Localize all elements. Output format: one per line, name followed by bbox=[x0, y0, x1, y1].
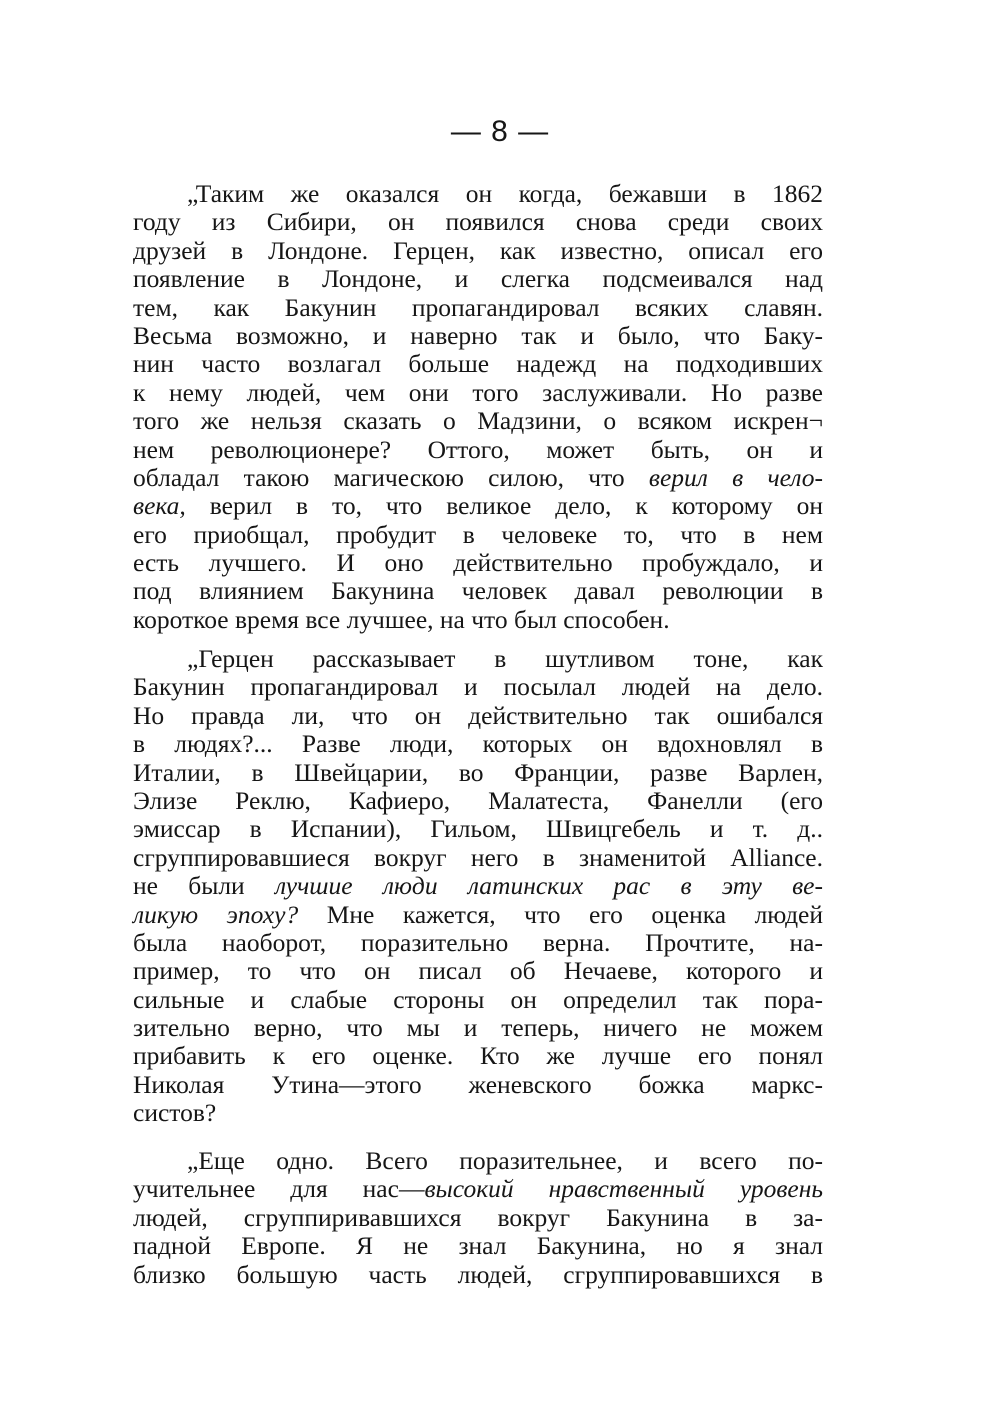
text-line bbox=[133, 1042, 823, 1070]
paragraph-2 bbox=[133, 645, 823, 1128]
text-line bbox=[133, 521, 823, 549]
text-segment: „Еще одно. Всего поразительнее, и всего по- bbox=[187, 1146, 823, 1175]
text-segment: друзей в Лондоне. Герцен, как известно, описал его bbox=[133, 235, 823, 265]
text-line bbox=[133, 407, 823, 435]
text-segment: эмиссар в Испании), Гильом, Швицгебель и т. д.. bbox=[133, 814, 823, 844]
text-segment: Италии, в Швейцарии, во Франции, разве Варлен, bbox=[133, 757, 823, 787]
text-segment: Весьма возможно, и наверно так и было, что Баку- bbox=[133, 320, 823, 350]
text-line bbox=[133, 1147, 823, 1175]
text-segment: появление в Лондоне, и слегка подсмеивался над bbox=[133, 264, 823, 294]
text-line bbox=[133, 577, 823, 605]
text-line bbox=[133, 901, 823, 929]
text-line bbox=[133, 702, 823, 730]
text-segment: верил в то, что великое дело, к которому он bbox=[185, 491, 823, 521]
text-line bbox=[133, 436, 823, 464]
text-line bbox=[133, 294, 823, 322]
text-segment: в людях?... Разве люди, которых он вдохновлял в bbox=[133, 729, 823, 759]
text-segment: близко большую часть людей, сгруппировавшихся в bbox=[133, 1259, 823, 1289]
italic-text: лучшие люди латинских рас в эту ве- bbox=[274, 871, 823, 901]
text-segment: была наоборот, поразительно верна. Прочтите, на- bbox=[133, 927, 823, 957]
text-line bbox=[133, 787, 823, 815]
text-line bbox=[133, 929, 823, 957]
text-line bbox=[133, 180, 823, 208]
text-segment: людей, сгруппиривавшихся вокруг Бакунина в за- bbox=[133, 1202, 823, 1232]
text-segment: Мне кажется, что его оценка людей bbox=[298, 899, 824, 929]
text-line bbox=[133, 492, 823, 520]
text-line bbox=[133, 1071, 823, 1099]
text-segment: к нему людей, чем они того заслуживали. Но разве bbox=[133, 377, 823, 407]
italic-text: ликую эпоху? bbox=[133, 899, 299, 929]
text-segment: пример, то что он писал об Нечаеве, которого и bbox=[133, 956, 823, 986]
text-segment: его приобщал, пробудит в человеке то, что в нем bbox=[133, 519, 823, 549]
text-segment: короткое время все лучшее, на что был способен. bbox=[133, 604, 670, 634]
text-segment: систов? bbox=[133, 1098, 217, 1128]
text-segment: тем, как Бакунин пропагандировал всяких славян. bbox=[133, 292, 823, 322]
text-segment: прибавить к его оценке. Кто же лучше его понял bbox=[133, 1041, 823, 1071]
text-line bbox=[133, 265, 823, 293]
text-line bbox=[133, 759, 823, 787]
page-number: — 8 — bbox=[450, 115, 550, 148]
text-segment: „Герцен рассказывает в шутливом тоне, как bbox=[187, 644, 823, 673]
text-segment: Элизе Реклю, Кафиеро, Малатеста, Фанелли (его bbox=[133, 785, 823, 815]
text-line bbox=[133, 606, 823, 634]
text-segment: сильные и слабые стороны он определил так пора- bbox=[133, 984, 823, 1014]
text-segment: обладал такою магическою силою, что bbox=[133, 462, 649, 492]
text-line bbox=[133, 986, 823, 1014]
text-segment: есть лучшего. И оно действительно пробуждало, и bbox=[133, 548, 823, 578]
text-line bbox=[133, 1204, 823, 1232]
text-segment: нин часто возлагал больше надежд на подходивших bbox=[133, 349, 823, 379]
text-line bbox=[133, 549, 823, 577]
text-line bbox=[133, 237, 823, 265]
text-line bbox=[133, 1261, 823, 1289]
text-line bbox=[133, 645, 823, 673]
text-segment: „Таким же оказался он когда, бежавши в 1862 bbox=[187, 179, 823, 208]
text-line bbox=[133, 844, 823, 872]
paragraph-1 bbox=[133, 180, 823, 634]
text-line bbox=[133, 957, 823, 985]
text-line bbox=[133, 1014, 823, 1042]
paragraph-3 bbox=[133, 1147, 823, 1289]
text-line bbox=[133, 208, 823, 236]
text-segment: сгруппировавшиеся вокруг него в знаменитой Alliance. bbox=[133, 842, 823, 872]
text-segment: Но правда ли, что он действительно так ошибался bbox=[133, 700, 823, 730]
text-segment: падной Европе. Я не знал Бакунина, но я знал bbox=[133, 1231, 823, 1261]
italic-text: века, bbox=[133, 491, 186, 521]
text-segment: году из Сибири, он появился снова среди своих bbox=[133, 207, 823, 237]
text-segment: Николая Утина—этого женевского божка маркс- bbox=[133, 1069, 823, 1099]
italic-text: верил в чело- bbox=[648, 462, 823, 492]
text-segment: под влиянием Бакунина человек давал революции в bbox=[133, 576, 823, 606]
text-line bbox=[133, 322, 823, 350]
italic-text: высокий нравственный уровень bbox=[424, 1174, 823, 1204]
text-segment: учительнее для нас— bbox=[133, 1174, 425, 1204]
text-segment: Бакунин пропагандировал и посылал людей на дело. bbox=[133, 672, 823, 702]
text-segment: того же нельзя сказать о Мадзини, о всяком искрен¬ bbox=[133, 406, 823, 436]
text-line bbox=[133, 464, 823, 492]
text-line bbox=[133, 1175, 823, 1203]
text-line bbox=[133, 730, 823, 758]
text-line bbox=[133, 815, 823, 843]
text-line bbox=[133, 1099, 823, 1127]
text-line bbox=[133, 673, 823, 701]
text-line bbox=[133, 379, 823, 407]
text-segment: зительно верно, что мы и теперь, ничего не можем bbox=[133, 1013, 823, 1043]
text-segment: не были bbox=[133, 871, 275, 901]
text-line bbox=[133, 1232, 823, 1260]
text-segment: нем революционере? Оттого, может быть, он и bbox=[133, 434, 823, 464]
text-line bbox=[133, 872, 823, 900]
text-line bbox=[133, 350, 823, 378]
